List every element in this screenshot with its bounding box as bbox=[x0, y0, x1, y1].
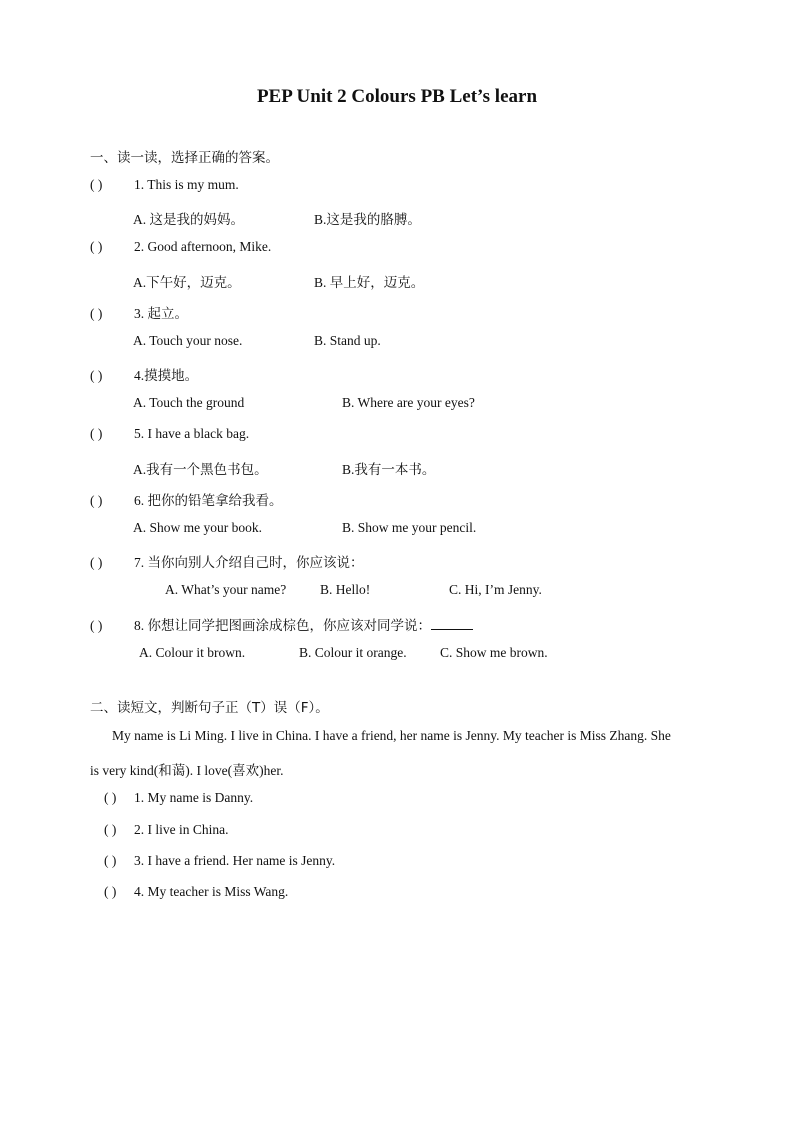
option-a: A. Colour it brown. bbox=[139, 645, 246, 660]
question-4 bbox=[90, 364, 198, 384]
option-a: A. What’s your name? bbox=[165, 582, 287, 597]
passage-line-2: is very kind(和蔼). I love(喜欢)her. bbox=[90, 763, 284, 778]
option-a: A.下午好，迈克。 bbox=[133, 275, 241, 290]
answer-bracket[interactable]: ( ) bbox=[90, 493, 103, 508]
question-text: 7. 当你向别人介绍自己时，你应该说： bbox=[134, 555, 364, 570]
question-7 bbox=[90, 551, 364, 571]
tf-question-2 bbox=[104, 822, 229, 838]
tf-question-1 bbox=[104, 790, 253, 806]
question-text: 5. I have a black bag. bbox=[134, 426, 250, 441]
question-text: 4.摸摸地。 bbox=[134, 368, 199, 383]
section2-heading: 二、读短文，判断句子正（T）误（F）。 bbox=[90, 700, 329, 716]
option-a: A.我有一个黑色书包。 bbox=[133, 462, 268, 477]
option-b: B. Hello! bbox=[320, 582, 371, 597]
option-b: B.这是我的胳膊。 bbox=[314, 212, 421, 227]
option-a: A. Touch the ground bbox=[133, 395, 245, 410]
question-6 bbox=[90, 489, 283, 509]
answer-bracket[interactable]: ( ) bbox=[90, 555, 103, 570]
question-2 bbox=[90, 239, 271, 255]
option-b: B. Where are your eyes? bbox=[342, 395, 475, 410]
option-b: B. Colour it orange. bbox=[299, 645, 407, 660]
answer-blank[interactable] bbox=[431, 617, 473, 630]
question-text: 3. I have a friend. Her name is Jenny. bbox=[134, 853, 336, 868]
option-a: A. Show me your book. bbox=[133, 520, 262, 535]
answer-bracket[interactable]: ( ) bbox=[90, 239, 103, 254]
question-text: 1. This is my mum. bbox=[134, 177, 239, 192]
question-text: 2. I live in China. bbox=[134, 822, 229, 837]
option-b: B. Show me your pencil. bbox=[342, 520, 477, 535]
answer-bracket[interactable]: ( ) bbox=[104, 822, 117, 837]
question-text: 4. My teacher is Miss Wang. bbox=[134, 884, 289, 899]
question-5 bbox=[90, 426, 249, 442]
option-b: B. 早上好，迈克。 bbox=[314, 275, 425, 290]
answer-bracket[interactable]: ( ) bbox=[104, 790, 117, 805]
question-text: 6. 把你的铅笔拿给我看。 bbox=[134, 493, 283, 508]
question-8 bbox=[90, 614, 473, 634]
option-b: B. Stand up. bbox=[314, 333, 381, 348]
question-text: 3. 起立。 bbox=[134, 306, 188, 321]
answer-bracket[interactable]: ( ) bbox=[90, 426, 103, 441]
question-text: 8. 你想让同学把图画涂成棕色，你应该对同学说： bbox=[134, 618, 431, 633]
page-title: PEP Unit 2 Colours PB Let’s learn bbox=[256, 86, 538, 107]
question-text: 1. My name is Danny. bbox=[134, 790, 254, 805]
answer-bracket[interactable]: ( ) bbox=[90, 368, 103, 383]
answer-bracket[interactable]: ( ) bbox=[104, 853, 117, 868]
option-c: C. Show me brown. bbox=[440, 645, 548, 660]
question-1 bbox=[90, 177, 239, 193]
option-b: B.我有一本书。 bbox=[342, 462, 436, 477]
section1-heading: 一、读一读，选择正确的答案。 bbox=[90, 150, 279, 166]
answer-bracket[interactable]: ( ) bbox=[104, 884, 117, 899]
tf-question-3 bbox=[104, 853, 335, 869]
passage-line-1: My name is Li Ming. I live in China. I have a friend, her name is Jenny. My teacher is Miss Zhang. She bbox=[112, 728, 671, 743]
tf-question-4 bbox=[104, 884, 288, 900]
question-text: 2. Good afternoon, Mike. bbox=[134, 239, 272, 254]
option-a: A. 这是我的妈妈。 bbox=[133, 212, 244, 227]
option-a: A. Touch your nose. bbox=[133, 333, 243, 348]
answer-bracket[interactable]: ( ) bbox=[90, 177, 103, 192]
option-c: C. Hi, I’m Jenny. bbox=[449, 582, 542, 597]
answer-bracket[interactable]: ( ) bbox=[90, 306, 103, 321]
answer-bracket[interactable]: ( ) bbox=[90, 618, 103, 633]
question-3 bbox=[90, 302, 188, 322]
